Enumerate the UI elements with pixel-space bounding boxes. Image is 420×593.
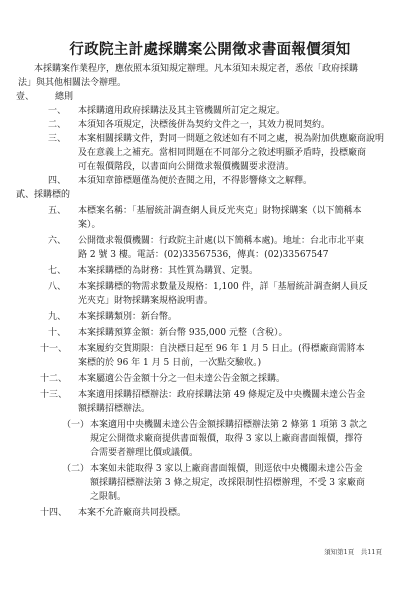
sub-clause-text: 合需要者辦理比價或議價。 (90, 448, 199, 458)
clause-number: 六、 (48, 236, 67, 246)
clause-number: 四、 (48, 176, 67, 186)
clause-number: 十三、 (40, 390, 68, 400)
sub-clause-text: 之限制。 (90, 492, 127, 502)
clause-text: 案標的於 96 年 1 月 5 日前，一次點交驗收。) (78, 358, 262, 368)
clause-text: 及在意義上之補充。當相同問題在不同部分之敘述明顯矛盾時，投標廠商 (78, 148, 367, 158)
clause-number: 十、 (48, 328, 67, 338)
sub-clause-text: 本案適用中央機關未達公告金額採購招標辦法第 2 條第 1 項第 3 款之 (90, 420, 368, 430)
clause-text: 公開徵求報價機關：行政院主計處(以下簡稱本處)。地址：台北市北平東 (78, 236, 365, 246)
sub-clause-text: 規定公開徵求廠商提供書面報價，取得 3 家以上廠商書面報價，擇符 (90, 434, 363, 444)
clause-number: 三、 (48, 134, 67, 144)
clause-number: 一、 (48, 106, 67, 116)
clause-text: 本須知章節標題僅為便於查閱之用，不得影響條文之解釋。 (78, 176, 313, 186)
clause-number: 七、 (48, 266, 67, 276)
clause-text: 路 2 號 3 樓。電話：(02)33567536，傳真：(02)33567547 (78, 250, 329, 260)
clause-number: 九、 (48, 312, 67, 322)
clause-text: 本採購適用政府採購法及其主管機關所訂定之規定。 (78, 106, 286, 116)
clause-text: 本案採購類別：新台幣。 (78, 312, 178, 322)
clause-text: 本案相關採購文件，對同一問題之敘述如有不同之處，視為附加供應廠商說明 (78, 134, 385, 144)
clause-number: 十四、 (40, 508, 68, 518)
clause-number: 十二、 (40, 374, 68, 384)
intro-line: 本採購案作業程序，應依照本須知規定辦理。凡本須知未規定者，悉依「政府採購 (34, 64, 359, 74)
clause-text: 額採購招標辦法。 (78, 404, 151, 414)
clause-number: 五、 (48, 206, 67, 216)
clause-text: 案）。 (78, 220, 101, 230)
section-number: 壹、 (16, 92, 35, 102)
clause-text: 本案履約交貨期限：自決標日起至 96 年 1 月 5 日止。(得標廠商需將本 (78, 344, 365, 354)
section-heading: 總則 (55, 92, 74, 102)
clause-text: 本案適用採購招標辦法：政府採購法第 49 條規定及中央機關未達公告金 (78, 390, 366, 400)
clause-text: 可在報價階段，以書面向公開徵求報價機關要求澄清。 (78, 162, 295, 172)
clause-text: 本標案名稱：「基層統計調查網人員反光夾克」財物採購案（以下簡稱本 (78, 206, 362, 216)
sub-clause-number: （一） (62, 420, 90, 430)
sub-clause-text: 額採購招標辦法第 3 條之規定，改採限制性招標辦理，不受 3 家廠商 (90, 478, 365, 488)
document-title: 行政院主計處採購案公開徵求書面報價須知 (69, 41, 351, 58)
clause-text: 本須知各項規定，決標後併為契約文件之一，其效力視同契約。 (78, 120, 331, 130)
clause-text: 光夾克」財物採購案規格說明書。 (78, 296, 214, 306)
clause-text: 本案採購預算金額：新台幣 935,000 元整（含稅）。 (78, 328, 288, 338)
section-number: 貳、 (16, 190, 35, 200)
sub-clause-text: 本案如未能取得 3 家以上廠商書面報價，則逕依中央機關未達公告金 (90, 464, 363, 474)
clause-text: 本案不允許廠商共同投標。 (78, 508, 187, 518)
clause-text: 本案採購標的物需求數量及規格：1,100 件，詳「基層統計調查網人員反 (78, 282, 368, 292)
section-heading: 採購標的 (34, 190, 71, 200)
clause-text: 本案屬適公告金額十分之一但未達公告金額之採購。 (78, 374, 286, 384)
clause-number: 十一、 (40, 344, 68, 354)
clause-number: 八、 (48, 282, 67, 292)
page-footer: 須知第1頁 共11頁 (324, 548, 382, 556)
clause-number: 二、 (48, 120, 67, 130)
sub-clause-number: （二） (62, 464, 90, 474)
intro-line: 法」與其他相關法令辦理。 (18, 78, 127, 88)
clause-text: 本案採購標的為財務：其性質為購買、定製。 (78, 266, 259, 276)
